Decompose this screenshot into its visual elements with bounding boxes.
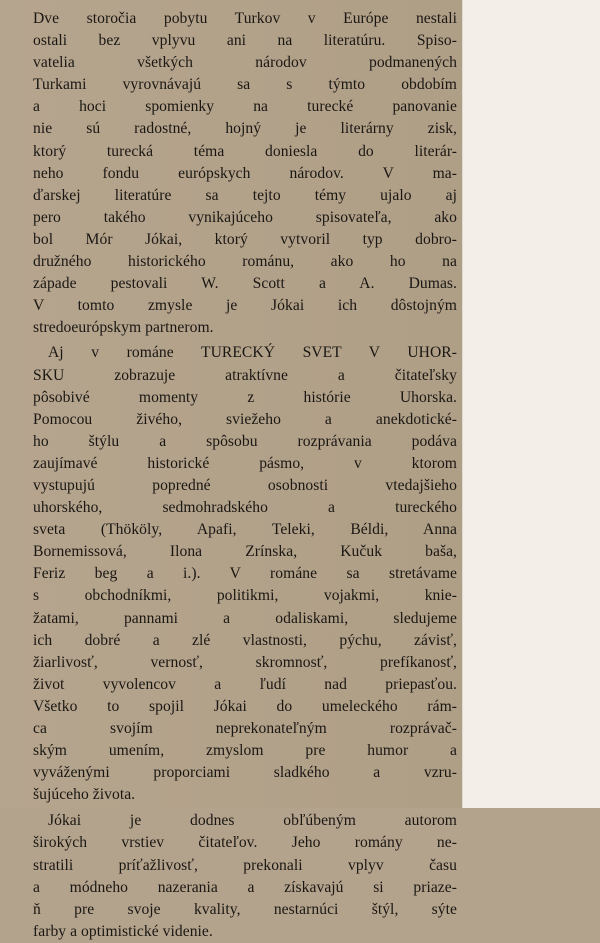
paragraph-2-line: žiarlivosť, vernosť, skromnosť, prefíkanosť, xyxy=(33,653,457,671)
paragraph-2-line: SKU zobrazuje atraktívne a čitateľsky xyxy=(33,366,457,384)
paragraph-1-line: bol Mór Jókai, ktorý vytvoril typ dobro- xyxy=(33,230,457,248)
paragraph-3-line: ň pre svoje kvality, nestarnúci štýl, sýte xyxy=(33,900,457,918)
paragraph-3 xyxy=(33,810,457,943)
paragraph-2 xyxy=(33,342,457,806)
paragraph-3-line: širokých vrstiev čitateľov. Jeho romány ne- xyxy=(33,834,457,852)
paragraph-1-line: pero takého vynikajúceho spisovateľa, ako xyxy=(33,208,457,226)
paragraph-2-line: ich dobré a zlé vlastnosti, pýchu, závisť, xyxy=(33,631,457,649)
paragraph-3-line: farby a optimistické videnie. xyxy=(33,922,213,940)
paragraph-3-line: a módneho nazerania a získavajú si priaze- xyxy=(33,878,457,896)
paragraph-2-line: ským umením, zmyslom pre humor a xyxy=(33,742,457,760)
paragraph-2-line: zaujímavé historické pásmo, v ktorom xyxy=(33,454,457,472)
paragraph-1-line: ostali bez vplyvu ani na literatúru. Spiso- xyxy=(33,32,457,50)
paragraph-1-line: ďarskej literatúre sa tejto témy ujalo aj xyxy=(33,186,457,204)
paragraph-1-line: ktorý turecká téma doniesla do literár- xyxy=(33,142,457,160)
paragraph-2-line: pôsobivé momenty z histórie Uhorska. xyxy=(33,388,457,406)
paragraph-2-line: sveta (Thököly, Apafi, Teleki, Béldi, Anna xyxy=(33,521,457,539)
paragraph-2-line: s obchodníkmi, politikmi, vojakmi, knie- xyxy=(33,587,457,605)
paragraph-2-line: ca svojím neprekonateľným rozprávač- xyxy=(33,720,457,737)
paragraph-2-line: Všetko to spojil Jókai do umeleckého rám- xyxy=(33,697,457,715)
paragraph-1-line: vatelia všetkých národov podmanených xyxy=(33,54,457,72)
paragraph-1-line: západe pestovali W. Scott a A. Dumas. xyxy=(33,275,457,293)
paragraph-1-line: V tomto zmysle je Jókai ich dôstojným xyxy=(33,297,457,315)
paragraph-2-line: žatami, pannami a odaliskami, sledujeme xyxy=(33,609,457,627)
paragraph-2-line: život vyvolencov a ľudí nad priepasťou. xyxy=(33,675,457,693)
paragraph-3-line: Jókai je dodnes obľúbeným autorom xyxy=(48,812,457,830)
paragraph-2-line: ho štýlu a spôsobu rozprávania podáva xyxy=(33,432,457,450)
paragraph-2-line: Bornemissová, Ilona Zrínska, Kučuk baša, xyxy=(33,543,457,561)
paragraph-3-line: stratili príťažlivosť, prekonali vplyv času xyxy=(33,856,457,874)
paragraph-1-line: nie sú radostné, hojný je literárny zisk, xyxy=(33,120,457,138)
paragraph-1 xyxy=(33,8,457,339)
paragraph-1-line: družného historického románu, ako ho na xyxy=(33,253,457,271)
paragraph-1-line: Dve storočia pobytu Turkov v Európe nestali xyxy=(33,10,457,27)
paragraph-2-line: Aj v románe TURECKÝ SVET V UHOR- xyxy=(48,344,457,362)
paragraph-2-line: uhorského, sedmohradského a tureckého xyxy=(33,499,457,517)
paragraph-2-line: Feriz beg a i.). V románe sa stretávame xyxy=(33,565,457,583)
paragraph-1-line: neho fondu európskych národov. V ma- xyxy=(33,164,457,182)
paragraph-2-line: vyváženými proporciami sladkého a vzru- xyxy=(33,764,457,782)
book-blurb-text xyxy=(33,8,457,943)
paragraph-1-line: stredoeurópskym partnerom. xyxy=(33,319,214,337)
paragraph-2-line: šujúceho života. xyxy=(33,786,136,804)
right-margin-panel xyxy=(462,0,600,808)
paragraph-1-line: a hoci spomienky na turecké panovanie xyxy=(33,98,457,116)
paragraph-1-line: Turkami vyrovnávajú sa s týmto obdobím xyxy=(33,76,457,94)
paragraph-2-line: vystupujú popredné osobnosti vtedajšieho xyxy=(33,476,457,494)
paragraph-2-line: Pomocou živého, sviežeho a anekdotické- xyxy=(33,410,457,428)
